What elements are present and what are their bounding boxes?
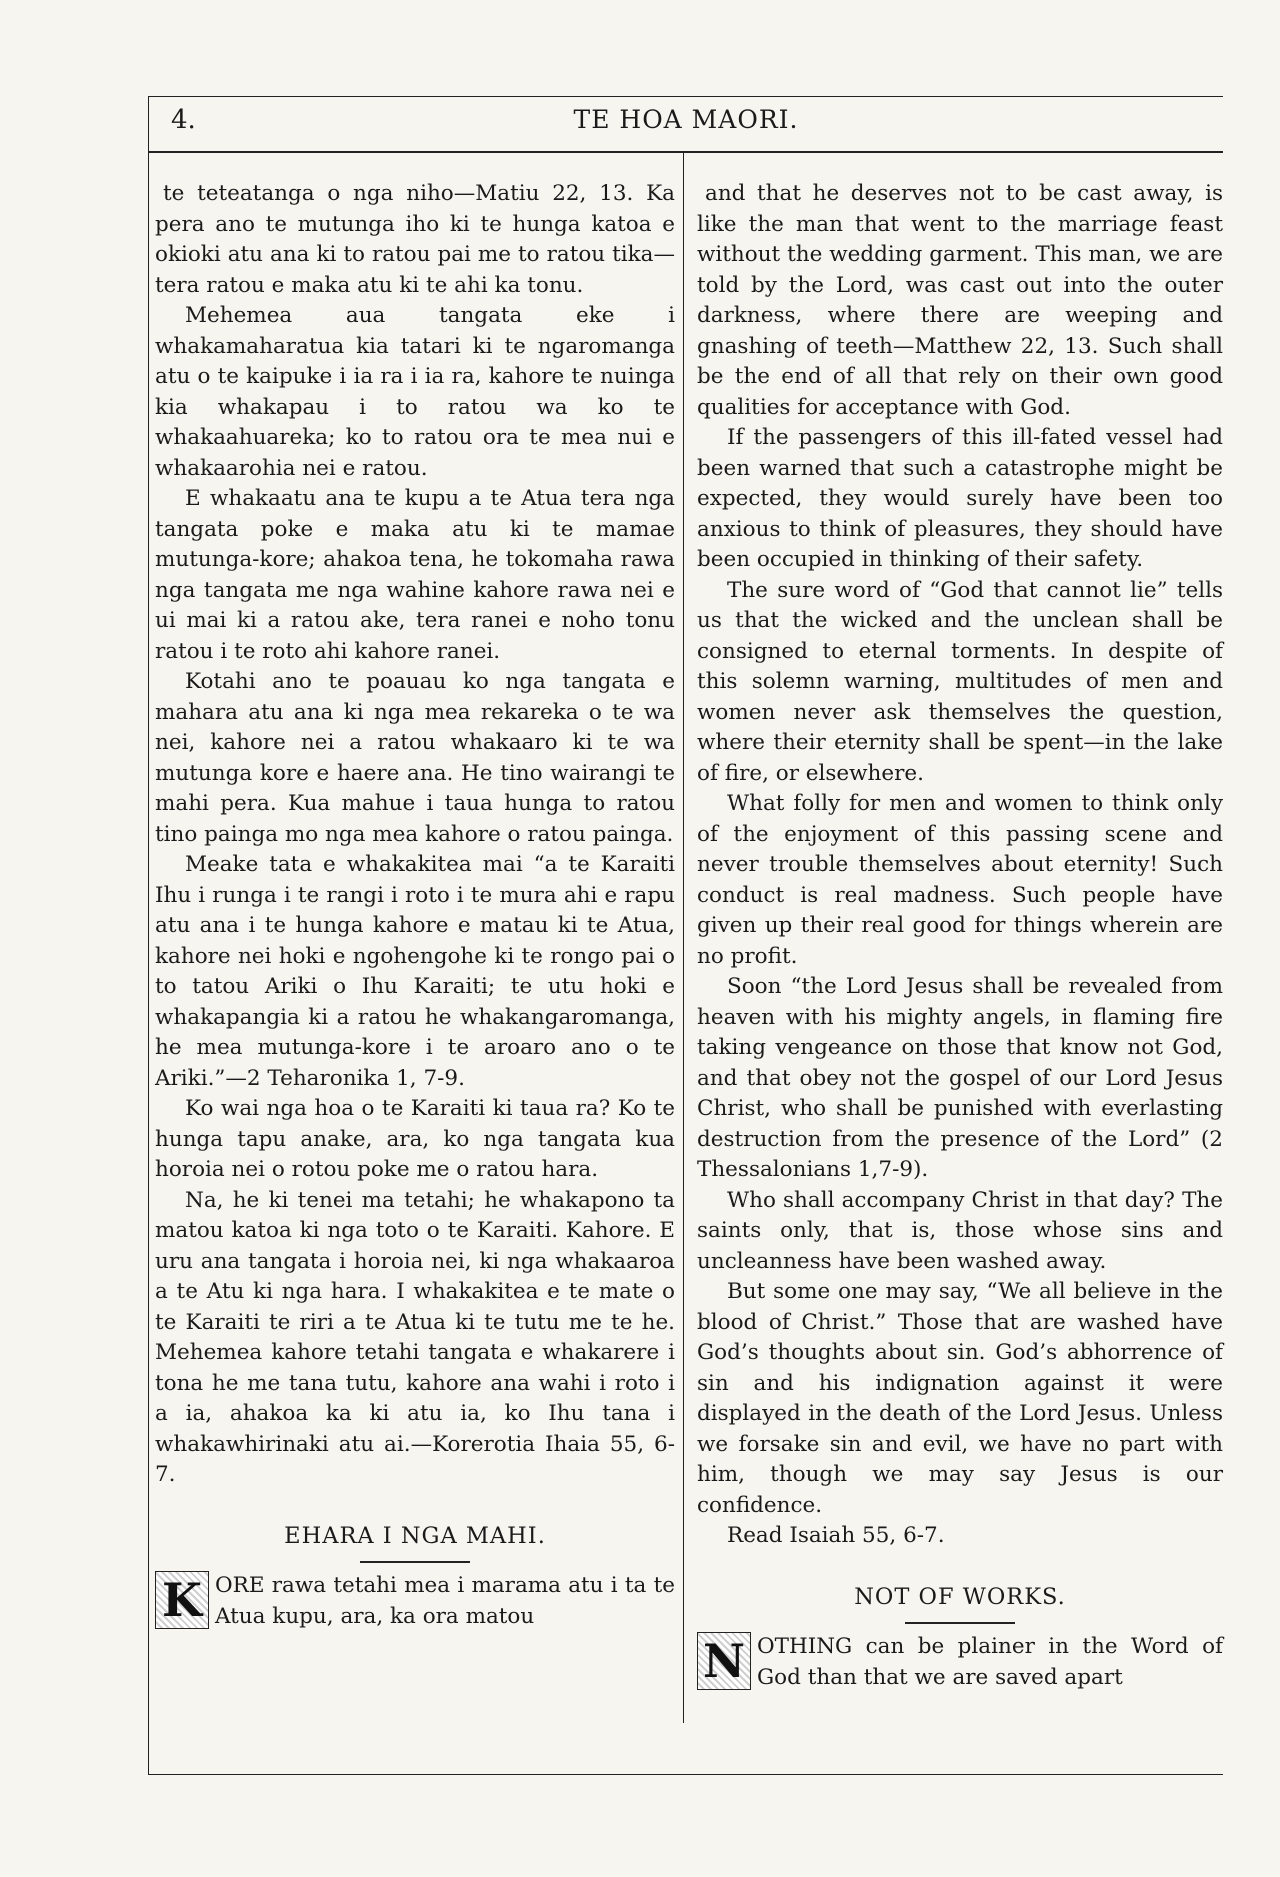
paragraph: What folly for men and women to think only of the enjoyment of this passing scene and never trouble themselves about eternity! Such conduct is real madness. Such people have given up their real good for things wherein are no profit. — [697, 791, 1223, 969]
paragraph: Kotahi ano te poauau ko nga tangata e mahara atu ana ki nga mea rekareka o te wa nei, kahore nei a ratou whakaaro ki te wa mutunga kore e haere ana. He tino wairangi te mahi pera. Kua mahue i taua hunga to ratou tino painga mo nga mea kahore o ratou painga. — [155, 669, 675, 847]
paragraph: E whakaatu ana te kupu a te Atua tera nga tangata poke e maka atu ki te mamae mutunga-kore; ahakoa tena, he tokomaha rawa nga tangata me nga wahine kahore rawa nei e ui mai ki a ratou ake, tera ranei e noho tonu ratou i te roto ahi kahore ranei. — [155, 486, 675, 664]
paragraph: Mehemea aua tangata eke i whakamaharatua kia tatari ki te ngaromanga atu o te kaipuke i ia ra i ia ra, kahore te nuinga kia whakapau i to ratou wa ko te whakaahuareka; ko to ratou ora te mea nui e whakaarohia nei e ratou. — [155, 303, 675, 481]
article-opening — [697, 1632, 1223, 1693]
paragraph: Soon “the Lord Jesus shall be revealed from heaven with his mighty angels, in flaming fire taking vengeance on those that know not God, and that obey not the gospel of our Lord Jesus Christ, who shall be punished with everlasting destruction from the presence of the Lord” (2 Thessalonians 1,7-9). — [697, 974, 1223, 1182]
left-column — [155, 179, 675, 1632]
column-divider — [683, 153, 684, 1723]
paragraph: If the passengers of this ill-fated vessel had been warned that such a catastrophe might be expected, they would surely have been too anxious to think of pleasures, they should have been occupied in thinking of their safety. — [697, 425, 1223, 572]
paragraph: Ko wai nga hoa o te Karaiti ki taua ra? Ko te hunga tapu anake, ara, ko nga tangata kua horoia nei o rotou poke me o ratou hara. — [155, 1096, 675, 1182]
page-number: 4. — [171, 105, 196, 135]
paragraph: But some one may say, “We all believe in the blood of Christ.” Those that are washed have God’s thoughts about sin. God’s abhorrence of sin and his indignation against it were displayed in the death of the Lord Jesus. Unless we forsake sin and evil, we have no part with him, though we may say Jesus is our confidence. — [697, 1279, 1223, 1518]
paragraph: Meake tata e whakakitea mai “a te Karaiti Ihu i runga i te rangi i roto i te mura ahi e rapu atu ana i te hunga kahore e matau ki te Atua, kahore nei hoki e ngohengohe ki te rongo pai o to tatou Ariki o Ihu Karaiti; te utu hoki e whakapangia ki a ratou he whakangaromanga, he mea mutunga-kore i te aroaro ano o te Ariki.”—2 Teharonika 1, 7-9. — [155, 852, 675, 1091]
paragraph: Na, he ki tenei ma tetahi; he whakapono ta matou katoa ki nga toto o te Karaiti. Kahore. E uru ana tangata i horoia nei, ki nga whakaaroa a te Atu ki nga hara. I whakakitea e te mate o te Karaiti te riri a te Atua ki te tutu me te he. Mehemea kahore tetahi tangata e whakarere i tona he me tana tutu, kahore ana wahi i roto i a ia, ahakoa ka ki atu ia, ko Ihu tana i whakawhirinaki atu ai.—Korerotia Ihaia 55, 6-7. — [155, 1187, 675, 1487]
heading-rule — [905, 1622, 1015, 1624]
newspaper-page — [148, 96, 1223, 1775]
section-heading: NOT OF WORKS. — [854, 1583, 1066, 1610]
right-column — [697, 179, 1223, 1693]
paragraph: Who shall accompany Christ in that day? The saints only, that is, those whose sins and uncleanness have been washed away. — [697, 1187, 1223, 1274]
article-opening-text: ORE rawa tetahi mea i marama atu i ta te Atua kupu, ara, ka ora matou — [215, 1573, 675, 1629]
paragraph: and that he deserves not to be cast away, is like the man that went to the marriage feast without the wedding garment. This man, we are told by the Lord, was cast out into the outer darkness, where there are weeping and gnashing of teeth—Matthew 22, 13. Such shall be the end of all that rely on their own good qualities for acceptance with God. — [697, 181, 1223, 420]
dropcap-letter: K — [155, 1571, 209, 1629]
article-opening — [155, 1571, 675, 1632]
paragraph: The sure word of “God that cannot lie” tells us that the wicked and the unclean shall be consigned to eternal torments. In despite of this solemn warning, multitudes of men and women never ask themselves the question, where their eternity shall be spent—in the lake of fire, or elsewhere. — [697, 577, 1223, 786]
paragraph: te teteatanga o nga niho—Matiu 22, 13. Ka pera ano te mutunga iho ki te hunga katoa e okioki atu ana ki to ratou pai me to ratou tika—tera ratou e maka atu ki te ahi ka tonu. — [155, 181, 675, 298]
article-opening-text: OTHING can be plainer in the Word of God than that we are saved apart — [757, 1634, 1223, 1690]
section-heading: EHARA I NGA MAHI. — [284, 1522, 546, 1549]
paragraph: Read Isaiah 55, 6-7. — [727, 1523, 945, 1548]
page-title: TE HOA MAORI. — [573, 105, 799, 134]
dropcap-letter: N — [697, 1632, 751, 1690]
page-header — [149, 97, 1223, 153]
heading-rule — [360, 1561, 470, 1563]
